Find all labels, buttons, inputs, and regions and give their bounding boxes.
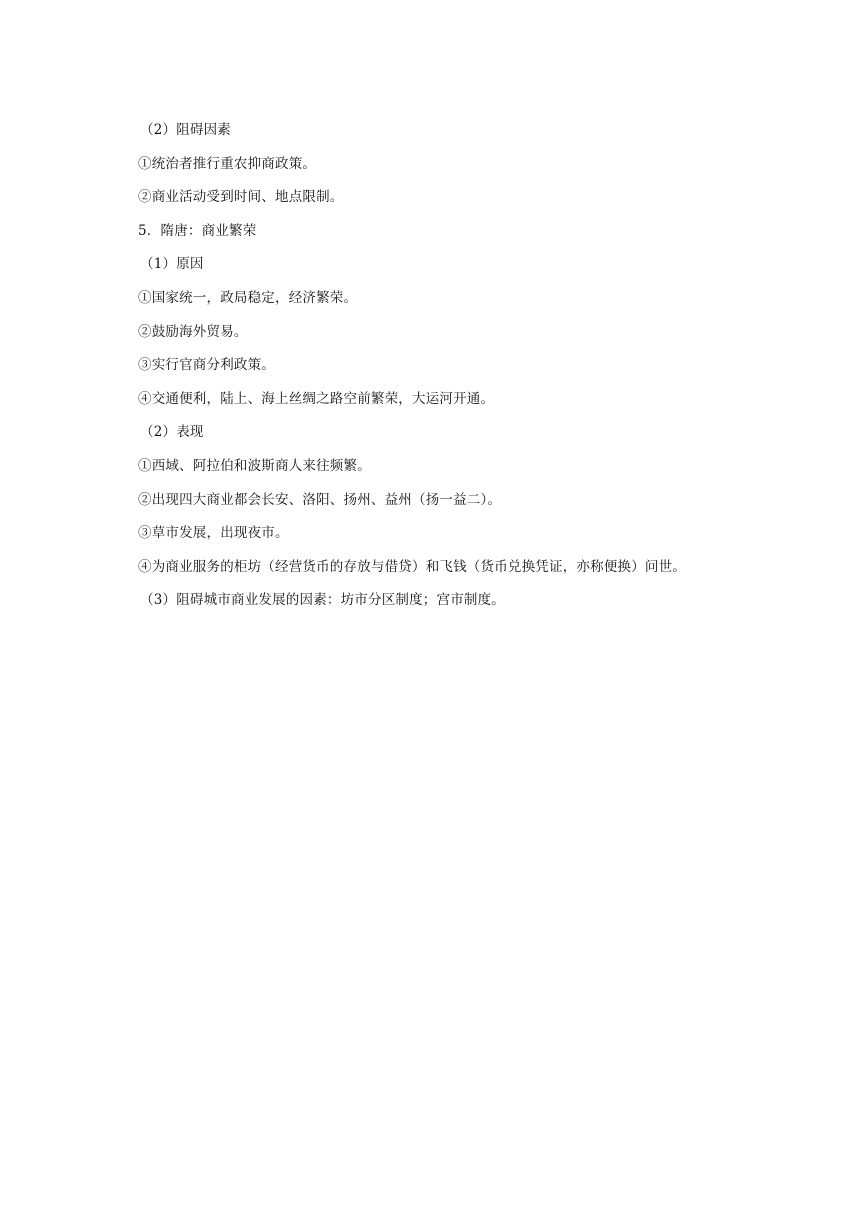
list-item: ①国家统一，政局稳定，经济繁荣。 [138, 289, 358, 306]
list-item: ④为商业服务的柜坊（经营货币的存放与借贷）和飞钱（货币兑换凭证，亦称便换）问世。 [138, 558, 686, 575]
subheading-obstacles: （2）阻碍因素 [140, 122, 231, 138]
subheading-manifestations: （2）表现 [140, 424, 204, 441]
list-item: ①统治者推行重农抑商政策。 [138, 155, 317, 172]
document-body [138, 118, 838, 622]
list-item: ③草市发展，出现夜市。 [138, 525, 289, 542]
list-item: ③实行官商分利政策。 [138, 357, 275, 374]
section-heading-sui-tang: 5．隋唐：商业繁荣 [138, 222, 257, 239]
list-item: ②商业活动受到时间、地点限制。 [138, 189, 344, 206]
subheading-reasons: （1）原因 [140, 256, 204, 273]
subheading-hindrances: （3）阻碍城市商业发展的因素：坊市分区制度；宫市制度。 [140, 592, 505, 609]
list-item: ①西域、阿拉伯和波斯商人来往频繁。 [138, 457, 371, 474]
list-item: ②出现四大商业都会长安、洛阳、扬州、益州（扬一益二）。 [138, 491, 502, 508]
list-item: ④交通便利，陆上、海上丝绸之路空前繁荣，大运河开通。 [138, 390, 495, 407]
list-item: ②鼓励海外贸易。 [138, 323, 248, 340]
